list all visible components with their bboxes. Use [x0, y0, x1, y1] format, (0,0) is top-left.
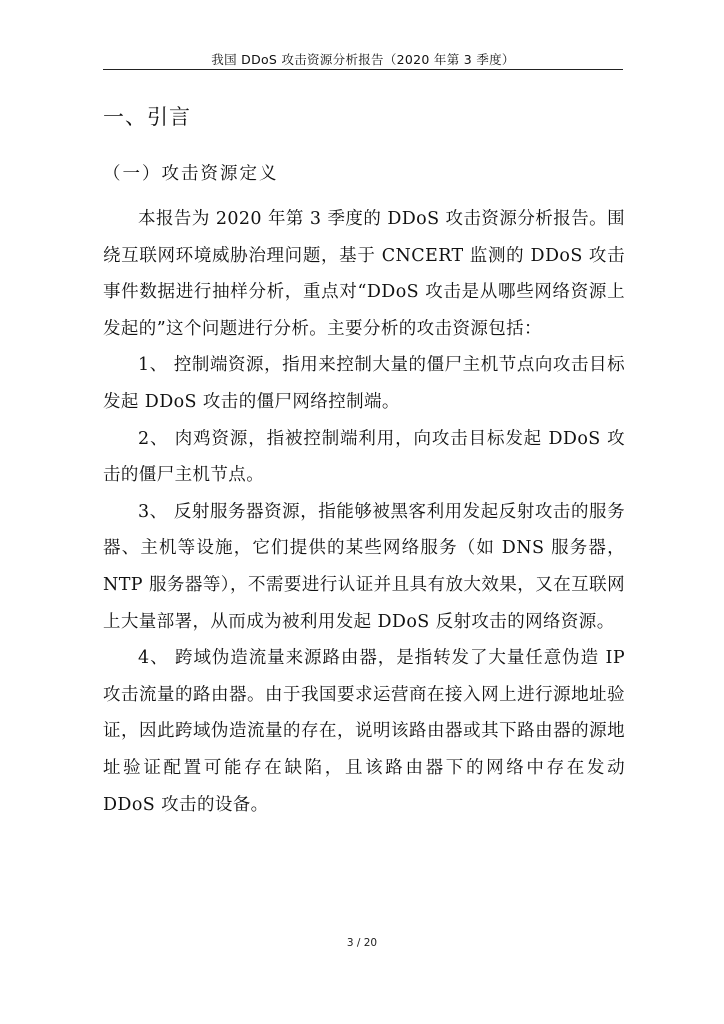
paragraph-item-4: 4、 跨域伪造流量来源路由器，是指转发了大量任意伪造 IP 攻击流量的路由器。由于我国要求运营商在接入网上进行源地址验证，因此跨域伪造流量的存在，说明该路由器或其下路由器的源地址验证配置可能存在缺陷，且该路由器下的网络中存在发动 DDoS 攻击的设备。	[103, 648, 625, 815]
section-heading: 一、引言	[103, 105, 191, 129]
paragraph-item-2: 2、 肉鸡资源，指被控制端利用，向攻击目标发起 DDoS 攻击的僵尸主机节点。	[103, 428, 625, 486]
subsection-heading: （一）攻击资源定义	[103, 164, 279, 184]
body-text	[103, 201, 625, 823]
paragraph-intro: 本报告为 2020 年第 3 季度的 DDoS 攻击资源分析报告。围绕互联网环境威胁治理问题，基于 CNCERT 监测的 DDoS 攻击事件数据进行抽样分析，重点对“DDoS 攻击是从哪些网络资源上发起的”这个问题进行分析。主要分析的攻击资源包括：	[103, 209, 625, 339]
paragraph-item-1: 1、 控制端资源，指用来控制大量的僵尸主机节点向攻击目标发起 DDoS 攻击的僵尸网络控制端。	[103, 355, 625, 412]
header-rule	[103, 69, 623, 70]
page-number: 3 / 20	[346, 937, 378, 949]
running-header: 我国 DDoS 攻击资源分析报告（2020 年第 3 季度）	[211, 52, 515, 67]
paragraph-item-3: 3、 反射服务器资源，指能够被黑客利用发起反射攻击的服务器、主机等设施，它们提供的某些网络服务（如 DNS 服务器，NTP 服务器等），不需要进行认证并且具有放大效果，又在互联网上大量部署，从而成为被利用发起 DDoS 反射攻击的网络资源。	[103, 501, 625, 632]
